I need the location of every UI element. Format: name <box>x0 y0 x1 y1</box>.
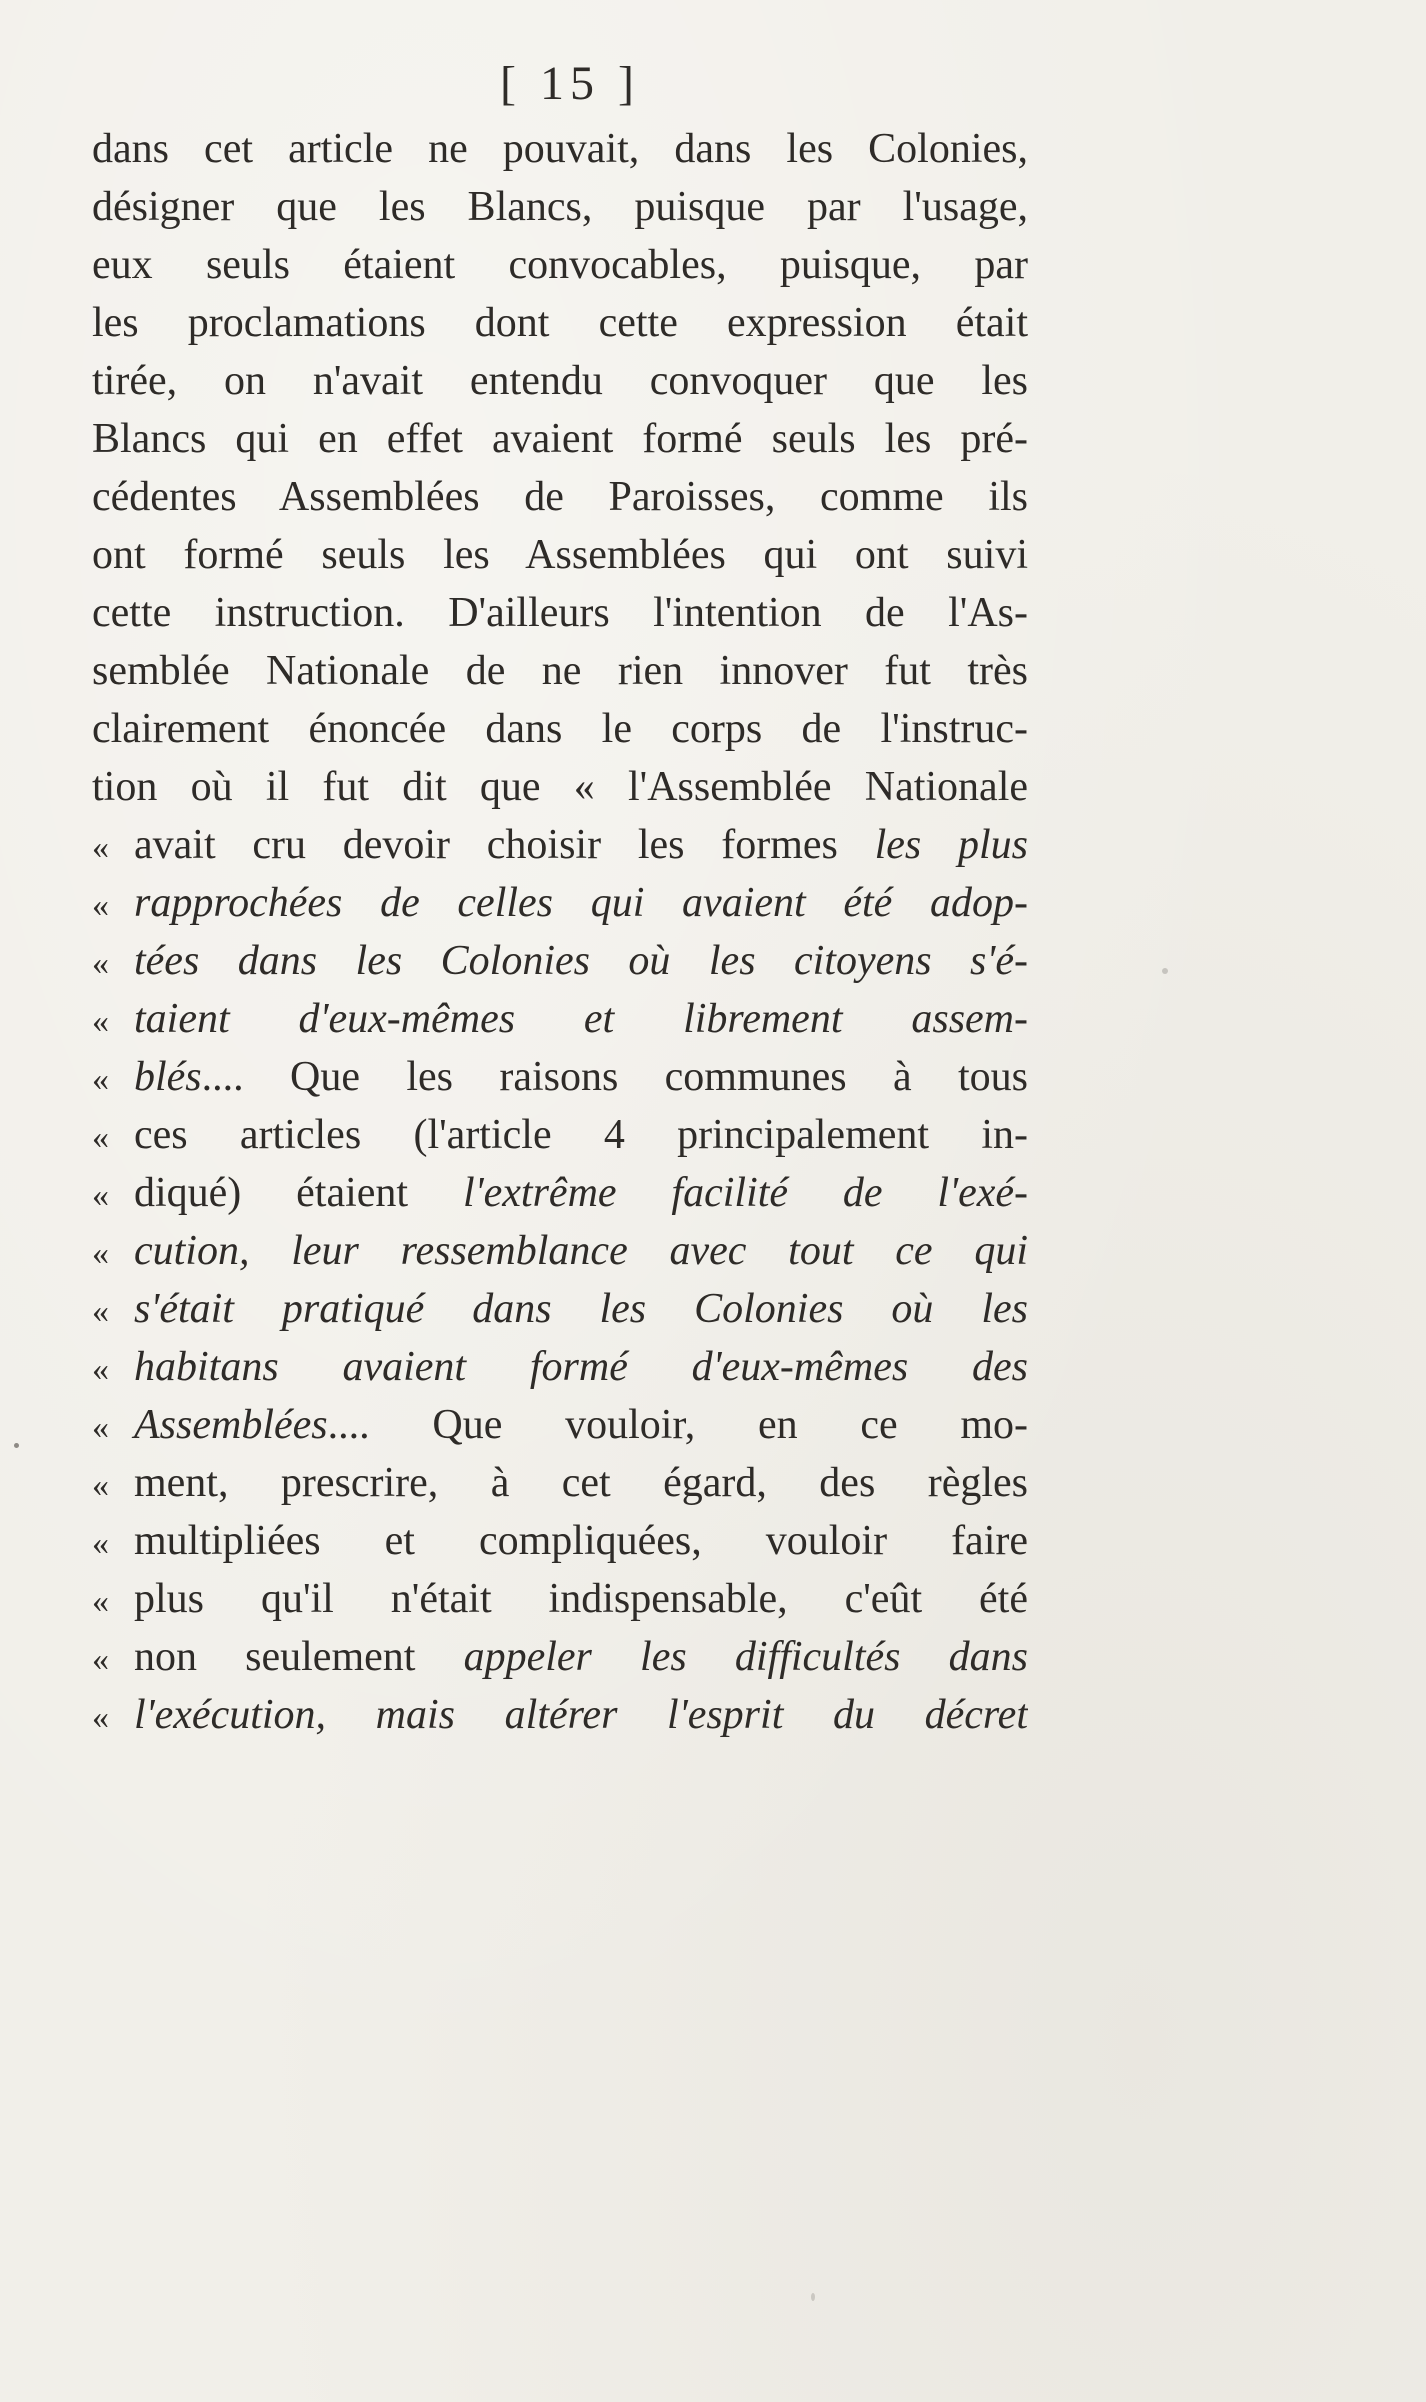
text-run: tion où il fut dit que « l'Assemblée Nationale <box>92 764 1028 810</box>
quote-mark: « <box>92 1409 109 1446</box>
italic-text: cution, leur ressemblance avec tout ce qui <box>134 1228 1028 1274</box>
text-run: plus qu'il n'était indispensable, c'eût été <box>134 1576 1028 1622</box>
italic-text: taient d'eux-mêmes et librement assem- <box>134 996 1028 1042</box>
text-line <box>92 178 1028 236</box>
paper-speck <box>1162 968 1168 974</box>
italic-text: blés <box>134 1054 202 1100</box>
text-line <box>92 468 1028 526</box>
italic-text: habitans avaient formé d'eux-mêmes des <box>134 1344 1028 1390</box>
quote-mark: « <box>92 1061 109 1098</box>
text-line <box>92 874 1028 932</box>
text-run: clairement énoncée dans le corps de l'instruc- <box>92 706 1028 752</box>
text-run: multipliées et compliquées, vouloir faire <box>134 1518 1028 1564</box>
body-text <box>92 120 1028 1744</box>
text-line <box>92 700 1028 758</box>
text-line <box>92 1338 1028 1396</box>
text-run: ont formé seuls les Assemblées qui ont suivi <box>92 532 1028 578</box>
quote-mark: « <box>92 1583 109 1620</box>
text-line <box>92 1628 1028 1686</box>
paper-speck <box>811 2293 815 2301</box>
text-line <box>92 1396 1028 1454</box>
italic-text: l'extrême facilité de l'exé- <box>462 1170 1028 1216</box>
text-run: désigner que les Blancs, puisque par l'usage, <box>92 184 1028 230</box>
text-run: .... Que vouloir, en ce mo- <box>327 1402 1028 1448</box>
text-run: avait cru devoir choisir les formes <box>134 822 875 868</box>
text-line <box>92 120 1028 178</box>
text-run: ment, prescrire, à cet égard, des règles <box>134 1460 1028 1506</box>
text-line <box>92 526 1028 584</box>
text-run: eux seuls étaient convocables, puisque, par <box>92 242 1028 288</box>
quote-mark: « <box>92 1119 109 1156</box>
text-line <box>92 1222 1028 1280</box>
quote-mark: « <box>92 829 109 866</box>
text-line <box>92 1164 1028 1222</box>
text-line <box>92 236 1028 294</box>
text-run: Blancs qui en effet avaient formé seuls les pré- <box>92 416 1028 462</box>
text-run: cette instruction. D'ailleurs l'intention de l'As- <box>92 590 1028 636</box>
text-run: dans cet article ne pouvait, dans les Colonies, <box>92 126 1028 172</box>
text-line <box>92 352 1028 410</box>
text-run: .... Que les raisons communes à tous <box>201 1054 1028 1100</box>
text-run: ces articles (l'article 4 principalement in- <box>134 1112 1028 1158</box>
text-line <box>92 1570 1028 1628</box>
text-run: cédentes Assemblées de Paroisses, comme ils <box>92 474 1028 520</box>
text-line <box>92 642 1028 700</box>
paper-speck <box>14 1443 19 1448</box>
text-line <box>92 932 1028 990</box>
text-run: tirée, on n'avait entendu convoquer que les <box>92 358 1028 404</box>
text-line <box>92 1454 1028 1512</box>
text-line <box>92 1106 1028 1164</box>
text-line <box>92 1048 1028 1106</box>
text-line <box>92 410 1028 468</box>
quote-mark: « <box>92 1699 109 1736</box>
quote-mark: « <box>92 945 109 982</box>
quote-mark: « <box>92 1177 109 1214</box>
quote-mark: « <box>92 1525 109 1562</box>
quote-mark: « <box>92 1293 109 1330</box>
quote-mark: « <box>92 1351 109 1388</box>
quote-mark: « <box>92 1467 109 1504</box>
italic-text: s'était pratiqué dans les Colonies où les <box>134 1286 1028 1332</box>
italic-text: l'exécution, mais altérer l'esprit du décret <box>134 1692 1028 1738</box>
show-through-smudge <box>210 1752 1060 1792</box>
italic-text: Assemblées <box>134 1402 328 1448</box>
text-run: diqué) étaient <box>134 1170 463 1216</box>
italic-text: appeler les difficultés dans <box>463 1634 1028 1680</box>
text-line <box>92 1512 1028 1570</box>
quote-mark: « <box>92 1003 109 1040</box>
text-line <box>92 294 1028 352</box>
text-line <box>92 990 1028 1048</box>
quote-mark: « <box>92 887 109 924</box>
quote-mark: « <box>92 1235 109 1272</box>
text-line <box>92 584 1028 642</box>
italic-text: les plus <box>874 822 1028 868</box>
text-line <box>92 758 1028 816</box>
text-run: les proclamations dont cette expression était <box>92 300 1028 346</box>
text-run: semblée Nationale de ne rien innover fut très <box>92 648 1028 694</box>
text-line <box>92 816 1028 874</box>
text-line <box>92 1280 1028 1338</box>
quote-mark: « <box>92 1641 109 1678</box>
text-line <box>92 1686 1028 1744</box>
page-number: [ 15 ] <box>500 57 640 110</box>
text-run: non seulement <box>134 1634 464 1680</box>
italic-text: tées dans les Colonies où les citoyens s'é- <box>134 938 1028 984</box>
italic-text: rapprochées de celles qui avaient été adop- <box>134 880 1028 926</box>
